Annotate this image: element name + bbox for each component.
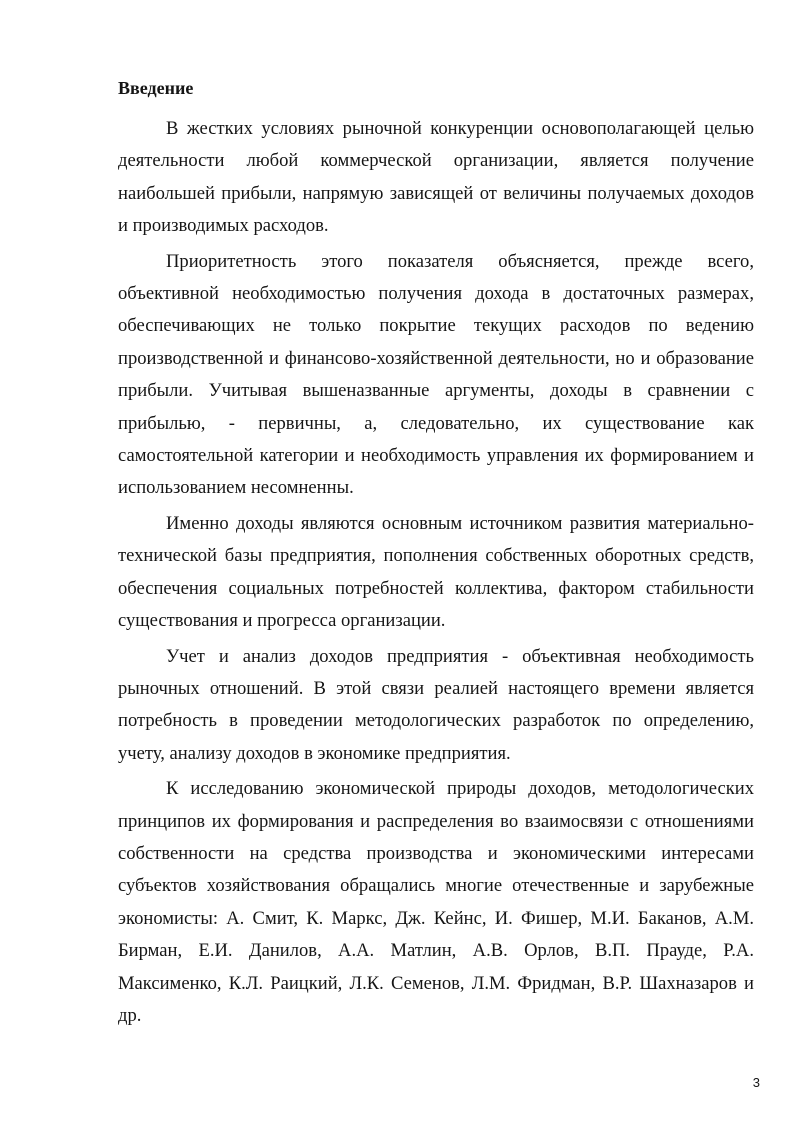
body-text — [118, 113, 754, 1035]
paragraph-5: К исследованию экономической природы доходов, методологических принципов их формирования и распределения во взаимосвязи с отношениями собственности на средства производства и экономическими интересами субъектов хозяйствования обращались многие отечественные и зарубежные экономисты: А. Смит, К. Маркс, Дж. Кейнс, И. Фишер, М.И. Баканов, А.М. Бирман, Е.И. Данилов, А.А. Матлин, А.В. Орлов, В.П. Прауде, Р.А. Максименко, К.Л. Раицкий, Л.К. Семенов, Л.М. Фридман, В.Р. Шахназаров и др. — [118, 778, 754, 1026]
page-number: 3 — [752, 1075, 760, 1090]
paragraph-1: В жестких условиях рыночной конкуренции основополагающей целью деятельности любой коммерческой организации, является получение наибольшей прибыли, напрямую зависящей от величины получаемых доходов и производимых расходов. — [118, 118, 754, 237]
section-heading: Введение — [118, 78, 194, 98]
paragraph-2: Приоритетность этого показателя объясняется, прежде всего, объективной необходимостью получения дохода в достаточных размерах, обеспечивающих не только покрытие текущих расходов по ведению производственной и финансово-хозяйственной деятельности, но и образование прибыли. Учитывая вышеназванные аргументы, доходы в сравнении с прибылью, - первичны, а, следовательно, их существование как самостоятельной категории и необходимость управления их формированием и использованием несомненны. — [118, 250, 754, 499]
paragraph-3: Именно доходы являются основным источником развития материально-технической базы предприятия, пополнения собственных оборотных средств, обеспечения социальных потребностей коллектива, фактором стабильности существования и прогресса организации. — [118, 512, 754, 632]
paragraph-4: Учет и анализ доходов предприятия - объективная необходимость рыночных отношений. В этой связи реалией настоящего времени является потребность в проведении методологических разработок по определению, учету, анализу доходов в экономике предприятия. — [118, 645, 754, 764]
